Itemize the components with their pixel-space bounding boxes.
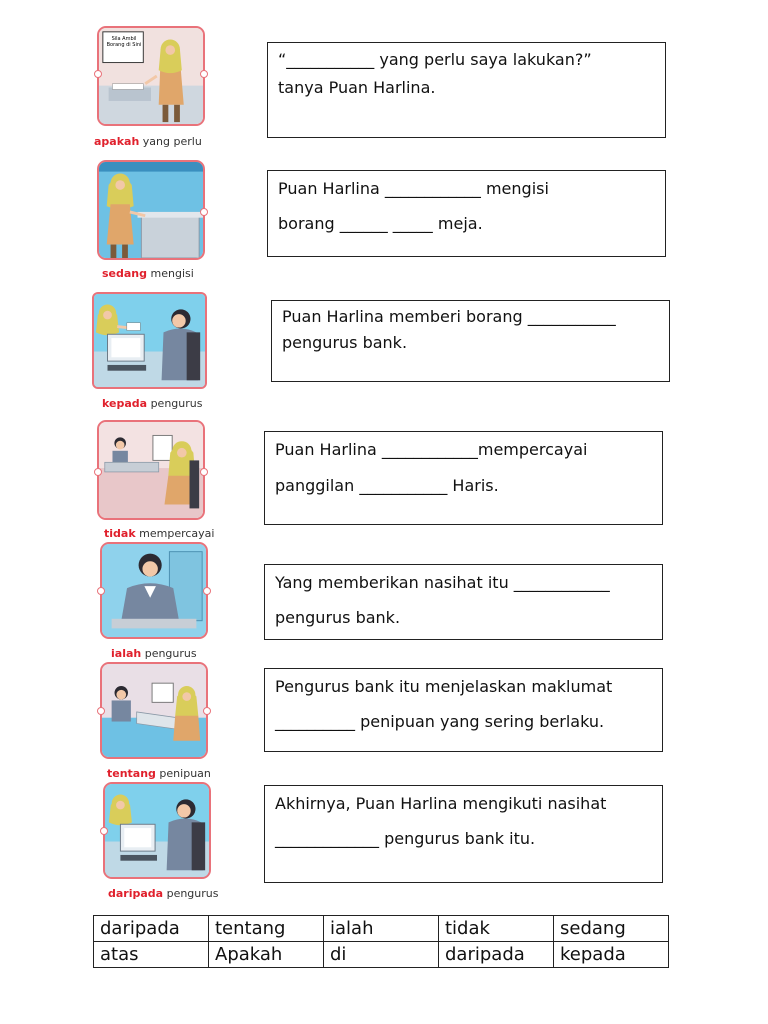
caption-keyword: kepada <box>102 397 148 410</box>
caption-keyword: sedang <box>102 267 148 280</box>
illustration-card <box>100 542 208 639</box>
illustration-caption <box>94 135 202 148</box>
sentence-line: Akhirnya, Puan Harlina mengikuti nasihat <box>275 794 607 813</box>
sentence-box-3 <box>271 300 670 382</box>
caption-keyword: tentang <box>107 767 156 780</box>
sentence-line: Puan Harlina ____________mempercayai <box>275 440 588 459</box>
sentence-line: pengurus bank. <box>282 333 408 352</box>
sentence-box-6 <box>264 668 663 752</box>
caption-keyword: daripada <box>108 887 164 900</box>
sentence-line: Yang memberikan nasihat itu ____________ <box>275 573 610 592</box>
illustration-4 <box>94 420 215 540</box>
caption-keyword: ialah <box>111 647 142 660</box>
sentence-line: _____________ pengurus bank itu. <box>275 829 536 848</box>
word-bank-cell: daripada <box>94 916 209 942</box>
word-bank-cell: daripada <box>439 942 554 968</box>
illustration-card <box>97 26 205 126</box>
word-bank-cell: sedang <box>554 916 669 942</box>
caption-rest: mempercayai <box>135 527 215 540</box>
word-bank-cell: ialah <box>324 916 439 942</box>
word-bank-cell: di <box>324 942 439 968</box>
caption-rest: yang perlu <box>139 135 202 148</box>
illustration-7 <box>100 782 219 900</box>
illustration-card <box>97 160 205 260</box>
sentence-line: Puan Harlina memberi borang ___________ <box>282 307 616 326</box>
word-bank-table <box>93 915 669 968</box>
illustration-5 <box>97 542 212 660</box>
caption-keyword: apakah <box>94 135 140 148</box>
caption-rest: mengisi <box>147 267 194 280</box>
sentence-box-1 <box>267 42 666 138</box>
illustration-3 <box>92 292 210 410</box>
caption-keyword: tidak <box>104 527 136 540</box>
illustration-caption <box>111 647 197 660</box>
illustration-card <box>92 292 207 389</box>
sentence-box-4 <box>264 431 663 525</box>
illustration-caption <box>102 267 194 280</box>
caption-rest: pengurus <box>147 397 203 410</box>
illustration-caption <box>104 527 214 540</box>
sentence-line: pengurus bank. <box>275 608 401 627</box>
illustration-card <box>97 420 205 520</box>
sentence-box-5 <box>264 564 663 640</box>
sentence-line: __________ penipuan yang sering berlaku. <box>275 712 605 731</box>
caption-rest: pengurus <box>141 647 197 660</box>
sentence-box-7 <box>264 785 663 883</box>
sentence-line: Pengurus bank itu menjelaskan maklumat <box>275 677 613 696</box>
sentence-line: Puan Harlina ____________ mengisi <box>278 179 549 198</box>
illustration-card <box>100 662 208 759</box>
sentence-line: “___________ yang perlu saya lakukan?” <box>278 50 592 69</box>
illustration-caption <box>108 887 219 900</box>
sign-text: Sila Ambil Borang di Sini <box>106 36 142 48</box>
sentence-line: borang ______ _____ meja. <box>278 214 483 233</box>
word-bank-cell: Apakah <box>209 942 324 968</box>
caption-rest: pengurus <box>163 887 219 900</box>
caption-rest: penipuan <box>155 767 211 780</box>
illustration-caption <box>102 397 202 410</box>
illustration-1 <box>94 26 209 148</box>
word-bank-cell: atas <box>94 942 209 968</box>
table-row <box>94 942 669 968</box>
sentence-line: tanya Puan Harlina. <box>278 78 436 97</box>
word-bank-cell: tentang <box>209 916 324 942</box>
illustration-2 <box>94 160 209 280</box>
table-row <box>94 916 669 942</box>
word-bank-cell: kepada <box>554 942 669 968</box>
sentence-box-2 <box>267 170 666 257</box>
word-bank-cell: tidak <box>439 916 554 942</box>
illustration-card <box>103 782 211 879</box>
illustration-caption <box>107 767 211 780</box>
illustration-6 <box>97 662 212 780</box>
sentence-line: panggilan ___________ Haris. <box>275 476 499 495</box>
